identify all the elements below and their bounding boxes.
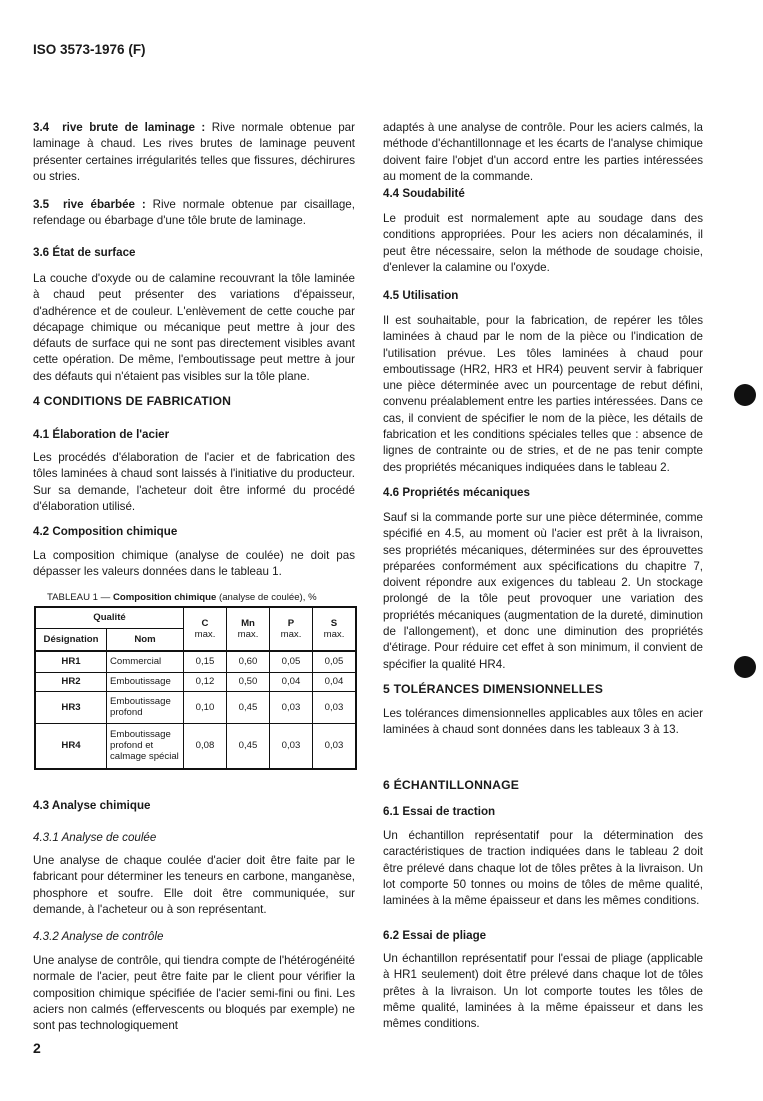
paragraph-4-2: La composition chimique (analyse de coulée) ne doit pas dépasser les valeurs données dans le tableau 1. bbox=[33, 549, 355, 579]
clause-text: Rive normale obtenue par cisaillage, refendage ou ébarbage d'une tôle brute de laminage. bbox=[33, 198, 355, 228]
punch-hole-icon bbox=[734, 656, 756, 678]
clause-number: 3.4 bbox=[33, 121, 50, 134]
heading-5: 5 TOLÉRANCES DIMENSIONNELLES bbox=[383, 682, 604, 696]
cell: 0,05 bbox=[313, 651, 357, 672]
paragraph-4-3-1: Une analyse de chaque coulée d'acier doit être faite par le fabricant pour déterminer les teneurs en carbone, manganèse, phosphore et soufre. Elle doit être communiquée, sur demande, à l'acheteur ou à son représentant. bbox=[33, 854, 355, 916]
heading-3-6: 3.6 État de surface bbox=[33, 246, 136, 259]
cell: 0,03 bbox=[313, 723, 357, 769]
sub: max. bbox=[280, 629, 302, 640]
cell: 0,03 bbox=[270, 691, 313, 723]
element: P bbox=[287, 618, 295, 629]
composition-table bbox=[34, 606, 357, 770]
header-p bbox=[270, 607, 313, 651]
cell: 0,15 bbox=[184, 651, 227, 672]
clause-text: Rive normale obtenue par laminage à chaud. Les rives brutes de laminage peuvent présenter certaines irrégularités telles que fissures, déchirures ou stries. bbox=[33, 121, 355, 183]
header-designation: Désignation bbox=[35, 628, 107, 651]
cell: 0,12 bbox=[184, 672, 227, 691]
table-row bbox=[35, 651, 356, 672]
clause-term: rive ébarbée : bbox=[62, 198, 146, 211]
sub: max. bbox=[237, 629, 259, 640]
paragraph-4-3-2: Une analyse de contrôle, qui tiendra compte de l'hétérogénéité normale de l'acier, peut être faite par le client pour vérifier la composition chimique spécifiée de l'acier semi-fini ou fini. Les aciers non calmés (effervescents ou bloqués par exemple) ne sont pas technologiquement bbox=[33, 954, 355, 1033]
cell: HR4 bbox=[35, 723, 107, 769]
cell: 0,08 bbox=[184, 723, 227, 769]
cell: 0,45 bbox=[227, 723, 270, 769]
table-caption bbox=[47, 592, 317, 603]
sub: max. bbox=[194, 629, 216, 640]
paragraph-5: Les tolérances dimensionnelles applicables aux tôles en acier laminées à chaud sont données dans les tableaux 3 à 13. bbox=[383, 707, 703, 737]
cell: 0,04 bbox=[313, 672, 357, 691]
cell: HR2 bbox=[35, 672, 107, 691]
cell: 0,05 bbox=[270, 651, 313, 672]
page-number: 2 bbox=[33, 1040, 41, 1056]
cell: 0,60 bbox=[227, 651, 270, 672]
cell: Emboutissage profond bbox=[107, 691, 184, 723]
element: S bbox=[330, 618, 338, 629]
header-c bbox=[184, 607, 227, 651]
cell: Emboutissage profond et calmage spécial bbox=[107, 723, 184, 769]
clause-3-4 bbox=[33, 120, 355, 185]
cell: HR1 bbox=[35, 651, 107, 672]
heading-4-5: 4.5 Utilisation bbox=[383, 289, 459, 302]
cell: 0,10 bbox=[184, 691, 227, 723]
paragraph-6-2: Un échantillon représentatif pour l'essai de pliage (applicable à HR1 seulement) doit être prélevé dans chaque lot de tôles prêtes à la livraison. Un lot comporte toutes les tôles de même qualité, laminées à la même épaisseur et dans les mêmes conditions. bbox=[383, 952, 703, 1031]
clause-term: rive brute de laminage : bbox=[62, 121, 206, 134]
heading-4-3-1: 4.3.1 Analyse de coulée bbox=[33, 831, 157, 844]
punch-hole-icon bbox=[734, 384, 756, 406]
paragraph-4-1: Les procédés d'élaboration de l'acier et de fabrication des tôles laminées à chaud sont laissés à l'initiative du producteur. Sur sa demande, l'acheteur doit être informé du procédé d'élaboration utilisé. bbox=[33, 451, 355, 513]
heading-6-1: 6.1 Essai de traction bbox=[383, 805, 496, 818]
paragraph-4-5: Il est souhaitable, pour la fabrication, de repérer les tôles laminées à chaud par le nom de la pièce ou l'indication de l'utilisation prévue. Les tôles laminées à chaud pour emboutissage (HR2, HR3 et HR4) peuvent servir à fabriquer une pièce déterminée avec un pourcentage de rebut défini, convenu préalablement entre les parties intéressées. Dans ce cas, il convient de spécifier le nom de la pièce, les détails de fabrication et les conditions spéciales telles que : absence de lignes de contrainte ou de stries, et de ne pas tenir compte des propriétés mécaniques indiquées dans le tableau 2. bbox=[383, 314, 703, 474]
heading-4-1: 4.1 Élaboration de l'acier bbox=[33, 428, 170, 441]
heading-4-4: 4.4 Soudabilité bbox=[383, 187, 465, 200]
paragraph-4-6: Sauf si la commande porte sur une pièce déterminée, comme spécifié en 4.5, au moment où l'acier est prêt à la livraison, ses propriétés mécaniques, déterminées sur des éprouvettes préparées conformément aux spécifications du chapitre 7, doivent répondre aux exigences du tableau 2. Un stockage prolongé de la tôle peut provoquer une variation des propriétés mécaniques (augmentation de la dureté, diminution de l'allongement), et donc une diminution des propriétés d'étirage. Pour réduire cet effet à son minimum, il convient de spécifier la qualité HR4. bbox=[383, 511, 703, 671]
cell: 0,04 bbox=[270, 672, 313, 691]
cell: 0,45 bbox=[227, 691, 270, 723]
heading-6-2: 6.2 Essai de pliage bbox=[383, 929, 487, 942]
clause-3-5 bbox=[33, 197, 355, 230]
header-qualite: Qualité bbox=[35, 607, 184, 628]
header-mn bbox=[227, 607, 270, 651]
heading-4-6: 4.6 Propriétés mécaniques bbox=[383, 486, 530, 499]
heading-6: 6 ÉCHANTILLONNAGE bbox=[383, 778, 520, 792]
header-s bbox=[313, 607, 357, 651]
cell: Emboutissage bbox=[107, 672, 184, 691]
caption-suffix: (analyse de coulée), % bbox=[216, 592, 317, 603]
cell: 0,50 bbox=[227, 672, 270, 691]
table-row bbox=[35, 672, 356, 691]
cell: 0,03 bbox=[270, 723, 313, 769]
clause-number: 3.5 bbox=[33, 198, 50, 211]
heading-4-2: 4.2 Composition chimique bbox=[33, 525, 178, 538]
caption-title: Composition chimique bbox=[112, 592, 217, 603]
paragraph-6-1: Un échantillon représentatif pour la détermination des caractéristiques de traction indiquées dans le tableau 2 doit être prélevé dans chaque lot de tôles prêtes à la livraison. Un lot comporte 50 tonnes ou moins de tôles de même qualité, laminées à la même épaisseur et dans les mêmes conditions. bbox=[383, 829, 703, 908]
caption-prefix: TABLEAU 1 — bbox=[47, 592, 113, 603]
paragraph-4-4: Le produit est normalement apte au soudage dans des conditions appropriées. Pour les aciers non décalaminés, il peut être nécessaire, selon la méthode de soudage choisie, d'enlever la calamine ou l'oxyde. bbox=[383, 212, 703, 274]
element: Mn bbox=[241, 618, 255, 629]
heading-4: 4 CONDITIONS DE FABRICATION bbox=[33, 394, 232, 408]
table-row bbox=[35, 691, 356, 723]
element: C bbox=[201, 618, 209, 629]
cell: Commercial bbox=[107, 651, 184, 672]
heading-4-3: 4.3 Analyse chimique bbox=[33, 799, 151, 812]
sub: max. bbox=[323, 629, 345, 640]
paragraph-continued: adaptés à une analyse de contrôle. Pour les aciers calmés, la méthode d'échantillonnage et les écarts de l'analyse chimique doivent faire l'objet d'un accord entre les parties intéressées au moment de la commande. bbox=[383, 121, 703, 183]
table-row bbox=[35, 723, 356, 769]
paragraph-3-6: La couche d'oxyde ou de calamine recouvrant la tôle laminée à chaud peut présenter des variations d'épaisseur, d'adhérence et de couleur. L'enlèvement de cette couche par décapage chimique ou mécanique peut mettre à jour des défauts de surface qui ne sont pas directement visibles avant cette opération. De même, l'emboutissage peut mettre à jour des défauts qui n'étaient pas visibles sur la tôle plane. bbox=[33, 272, 355, 383]
header-nom: Nom bbox=[107, 628, 184, 651]
heading-4-3-2: 4.3.2 Analyse de contrôle bbox=[33, 930, 164, 943]
cell: HR3 bbox=[35, 691, 107, 723]
cell: 0,03 bbox=[313, 691, 357, 723]
document-header: ISO 3573-1976 (F) bbox=[33, 42, 146, 57]
